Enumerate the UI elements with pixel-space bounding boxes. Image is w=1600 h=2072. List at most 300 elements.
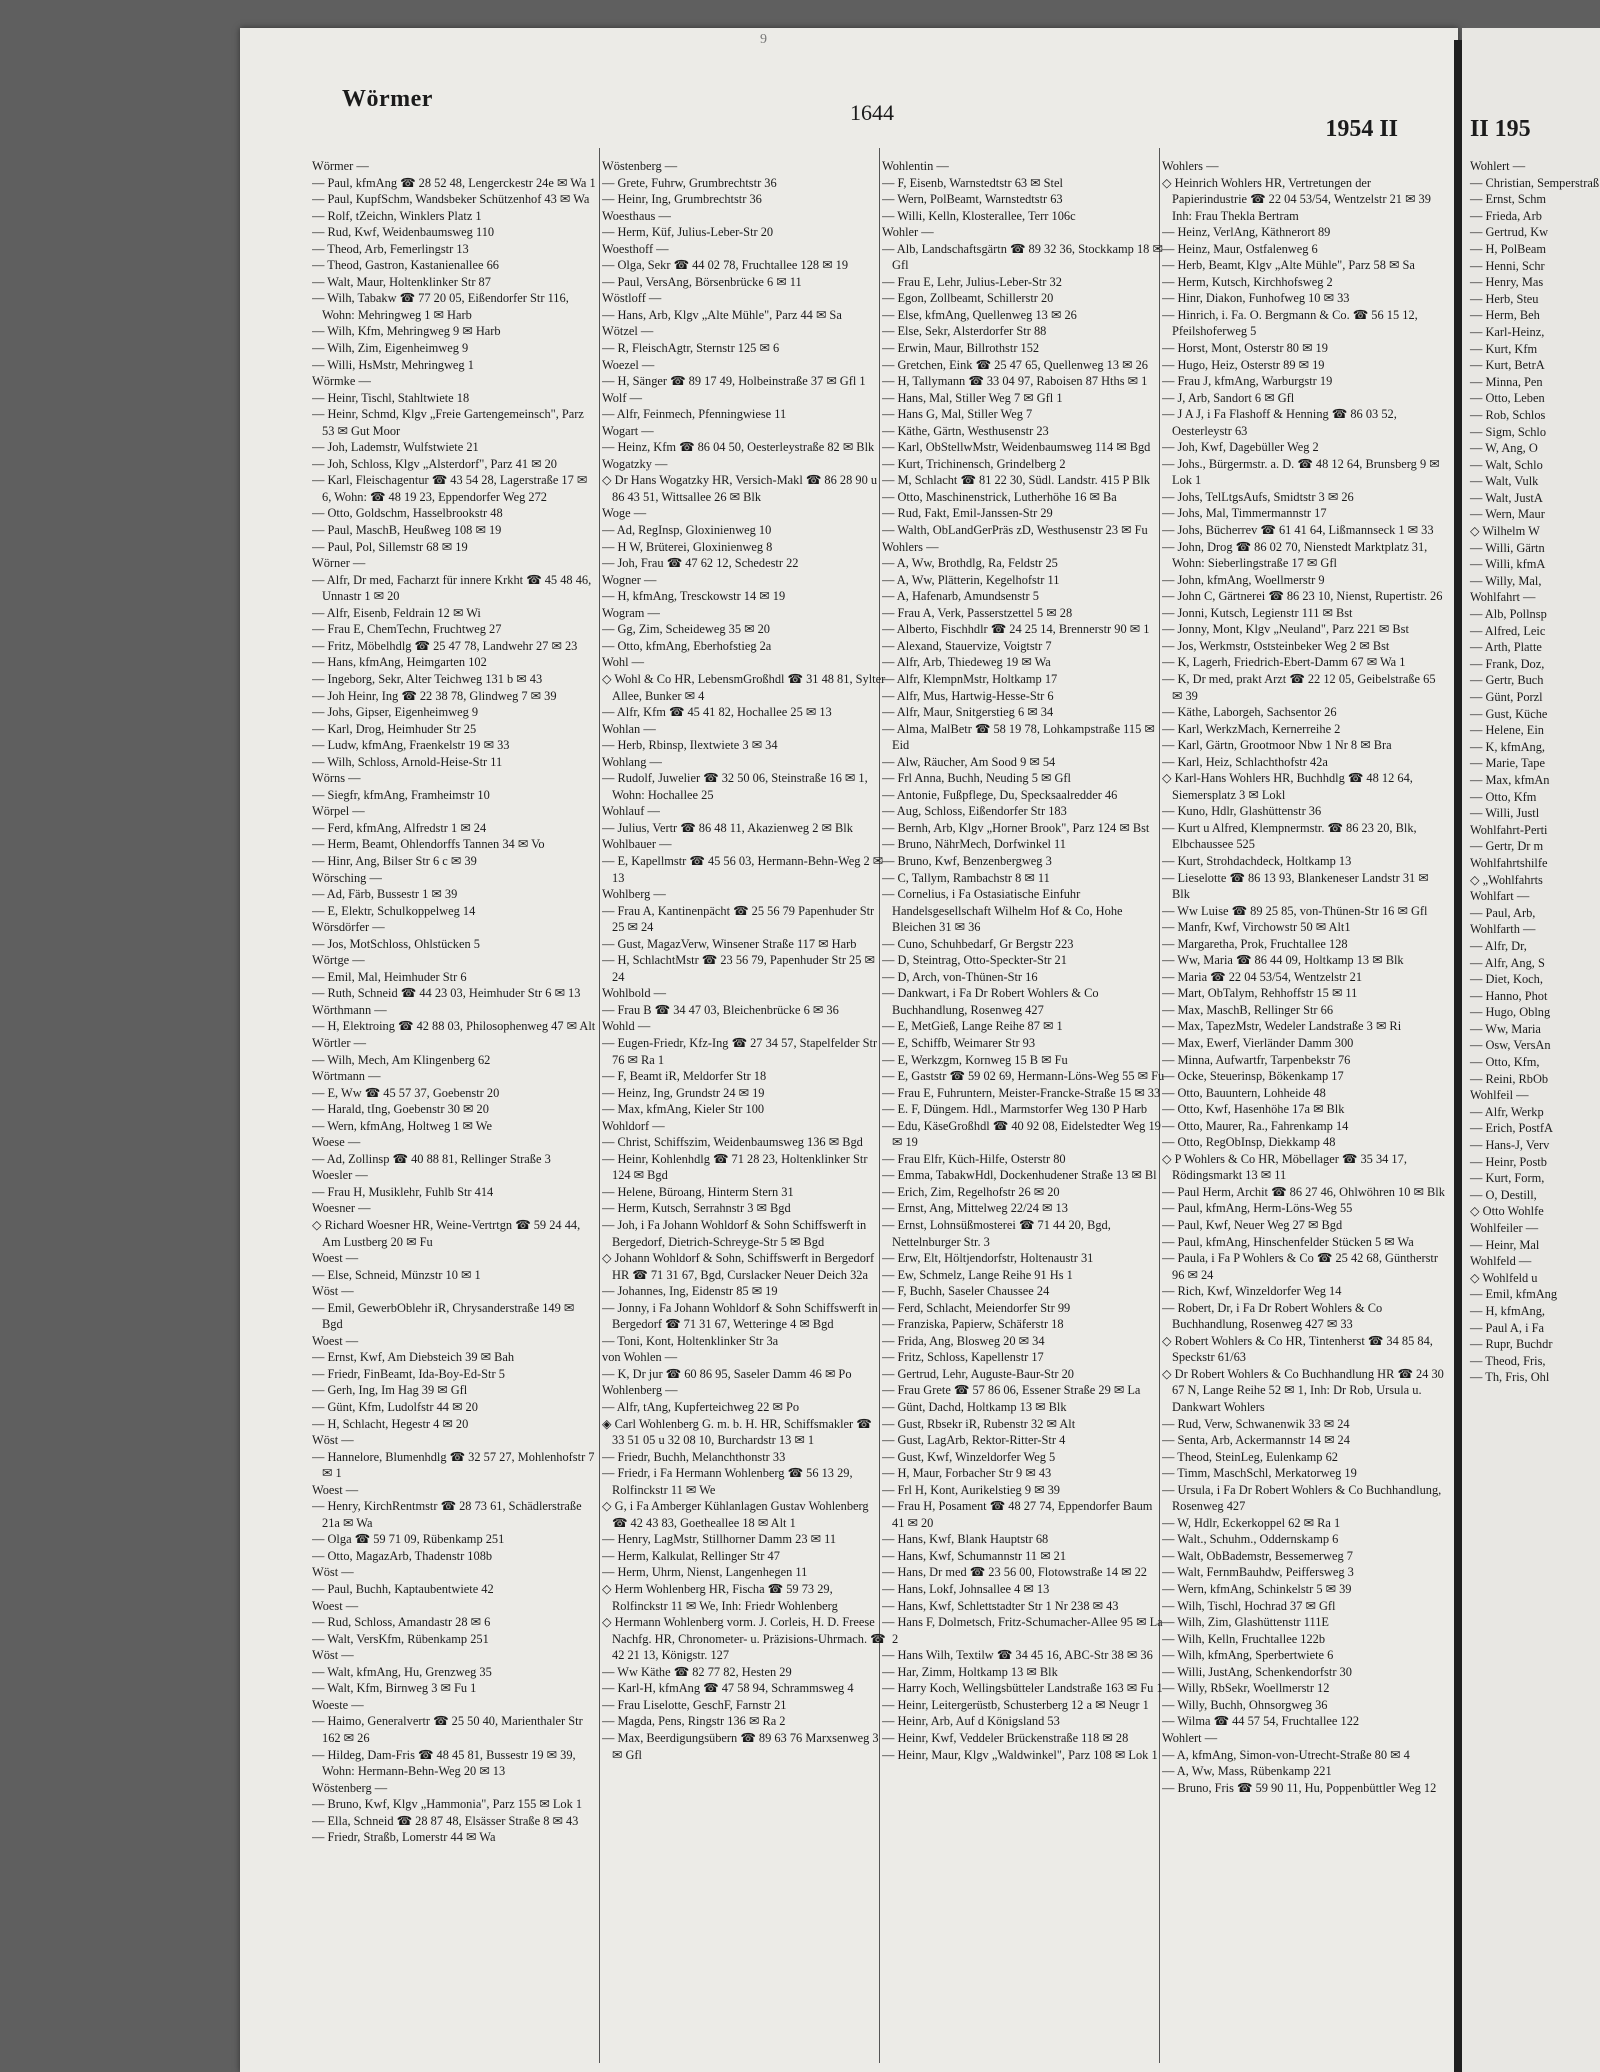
next-page-entry: — H, PolBeam [1470,241,1547,256]
directory-entry: — D, Arch, von-Thünen-Str 16 [882,969,1038,984]
directory-entry: — Rud, Kwf, Weidenbaumsweg 110 [312,225,495,240]
directory-entry: — Heinr, Kohlenhdlg ☎ 71 28 23, Holtenklinker Str 124 ✉ Bgd [602,1151,868,1183]
directory-entry: — Else, Schneid, Münzstr 10 ✉ 1 [312,1267,481,1282]
directory-entry: — Henry, LagMstr, Stillhorner Damm 23 ✉ 11 [602,1532,837,1547]
directory-entry: Woezel — [602,357,655,372]
page-header [240,28,1458,142]
next-page-entry: — Herb, Steu [1470,291,1539,306]
directory-entry: — Bruno, NährMech, Dorfwinkel 11 [882,837,1066,852]
directory-entry: — Wilh, Zim, Eigenheimweg 9 [312,341,469,356]
next-page-entry: — H, kfmAng, [1470,1303,1546,1318]
directory-entry: — Johs, Bücherrev ☎ 61 41 64, Lißmannseck 1 ✉ 33 [1162,523,1434,538]
directory-entry: — Walth, ObLandGerPräs zD, Westhusenstr 23 ✉ Fu [882,523,1148,538]
directory-entry: — Theod, SteinLeg, Eulenkamp 62 [1162,1449,1338,1464]
directory-entry: — Herm, Uhrm, Nienst, Langenhegen 11 [602,1565,808,1580]
directory-entry: — Alb, Landschaftsgärtn ☎ 89 32 36, Stockkamp 18 ✉ Gfl [882,241,1163,273]
directory-entry: — Paul, kfmAng, Hinschenfelder Stücken 5 ✉ Wa [1162,1234,1414,1249]
next-page-entry: ◇ Otto Wohlfe [1470,1204,1544,1219]
directory-entry: — Helene, Büroang, Hinterm Stern 31 [602,1184,794,1199]
directory-entry: ◇ P Wohlers & Co HR, Möbellager ☎ 35 34 17, Rödingsmarkt 13 ✉ 11 [1162,1151,1407,1183]
directory-entry: Wörthmann — [312,1002,387,1017]
directory-entry: — Joh, Schloss, Klgv „Alsterdorf", Parz 41 ✉ 20 [312,456,557,471]
directory-entry: — Gust, Rbsekr iR, Rubenstr 32 ✉ Alt [882,1416,1076,1431]
directory-entry: — Siegfr, kfmAng, Framheimstr 10 [312,787,490,802]
directory-entry: — Hinr, Ang, Bilser Str 6 c ✉ 39 [312,853,477,868]
directory-entry: Wörsching — [312,870,382,885]
directory-entry: — Frau E, Fuhruntern, Meister-Francke-Straße 15 ✉ 33 [882,1085,1161,1100]
directory-entry: — F, Buchh, Saseler Chaussee 24 [882,1284,1050,1299]
directory-entry: — K, Lagerh, Friedrich-Ebert-Damm 67 ✉ Wa 1 [1162,655,1406,670]
next-page-entry: — Walt, Schlo [1470,457,1543,472]
next-page-entry: — Paul A, i Fa [1470,1320,1545,1335]
directory-entry: — John C, Gärtnerei ☎ 86 23 10, Nienst, Rupertistr. 26 [1162,589,1443,604]
next-page-entry: — Paul, Arb, [1470,905,1536,920]
next-page-entry: — Willi, Justl [1470,806,1540,821]
directory-entry: — Paul, kfmAng ☎ 28 52 48, Lengerckestr 24e ✉ Wa 1 [312,175,596,190]
directory-entry: — E, MetGieß, Lange Reihe 87 ✉ 1 [882,1019,1063,1034]
directory-entry: — Karl, Drog, Heimhuder Str 25 [312,721,477,736]
directory-entry: — Wilh, Zim, Glashüttenstr 111E [1162,1615,1329,1630]
directory-entry: — E, Kapellmstr ☎ 45 56 03, Hermann-Behn-Weg 2 ✉ 13 [602,853,884,885]
directory-entry: Woest — [312,1251,359,1266]
directory-entry: — K, Dr jur ☎ 60 86 95, Saseler Damm 46 ✉ Po [602,1366,852,1381]
book-gutter [1454,40,1462,2072]
directory-entry: — Gertrud, Lehr, Auguste-Baur-Str 20 [882,1366,1074,1381]
directory-entry: — Paul, Buchh, Kaptaubentwiete 42 [312,1582,494,1597]
directory-entry: — Walt, FernmBauhdw, Peiffersweg 3 [1162,1565,1354,1580]
directory-entry: — Friedr, i Fa Hermann Wohlenberg ☎ 56 13 29, Rolfinckstr 11 ✉ We [602,1466,853,1497]
directory-entry: — Paul, Kwf, Neuer Weg 27 ✉ Bgd [1162,1218,1343,1232]
directory-entry: — Alma, MalBetr ☎ 58 19 78, Lohkampstraße 115 ✉ Eid [882,721,1155,753]
directory-entry: — Frau A, Kantinenpächt ☎ 25 56 79 Papenhuder Str 25 ✉ 24 [602,903,875,935]
directory-entry: — Walt, kfmAng, Hu, Grenzweg 35 [312,1664,492,1679]
directory-entry: — Wilh, Kfm, Mehringweg 9 ✉ Harb [312,324,501,339]
directory-entry: Woesthoff — [602,241,669,256]
directory-entry: — Hinr, Diakon, Funhofweg 10 ✉ 33 [1162,291,1350,306]
directory-entry: — Alfr, Feinmech, Pfenningwiese 11 [602,407,787,422]
directory-entry: — Rud, Verw, Schwanenwik 33 ✉ 24 [1162,1416,1350,1431]
directory-entry: — Heinz, Kfm ☎ 86 04 50, Oesterleystraße 82 ✉ Blk [602,440,875,455]
directory-entry: Wöstenberg — [312,1780,388,1795]
directory-entry: — Kuno, Hdlr, Glashüttenstr 36 [1162,804,1322,819]
directory-entry: — Willi, HsMstr, Mehringweg 1 [312,357,474,372]
directory-entry: — Herb, Beamt, Klgv „Alte Mühle", Parz 58 ✉ Sa [1162,258,1415,273]
directory-entry: — Hans, kfmAng, Heimgarten 102 [312,655,487,670]
directory-entry: Woeste — [312,1697,364,1712]
next-page-entry: — Gertr, Dr m [1470,839,1544,854]
directory-entry: — Walt, Maur, Holtenklinker Str 87 [312,274,491,289]
directory-entry: — Heinr, Maur, Klgv „Waldwinkel", Parz 108 ✉ Lok 1 [882,1747,1158,1762]
next-page-entry: — Frank, Doz, [1470,656,1545,671]
directory-entry: Wohlers — [1162,159,1219,173]
running-head-left: Wörmer [342,86,433,112]
next-page-entry: — Henni, Schr [1470,258,1545,273]
directory-entry: — Walt, Kfm, Birnweg 3 ✉ Fu 1 [312,1681,477,1696]
directory-entry: — Heinr, Ing, Grumbrechtstr 36 [602,192,762,207]
directory-entry: — Mart, ObTalym, Rehhoffstr 15 ✉ 11 [1162,986,1358,1001]
directory-entry: Wöstloff — [602,291,662,306]
directory-entry: — Lieselotte ☎ 86 13 93, Blankeneser Landstr 31 ✉ Blk [1162,870,1429,902]
directory-entry: Wohld — [602,1019,651,1034]
directory-entry: — Heinr, Arb, Auf d Königsland 53 [882,1714,1060,1729]
directory-entry: — Bruno, Fris ☎ 59 90 11, Hu, Poppenbüttler Weg 12 [1162,1780,1437,1795]
directory-entry: — Christ, Schiffszim, Weidenbaumsweg 136 ✉ Bgd [602,1135,863,1150]
directory-entry: — Jonni, Kutsch, Legienstr 111 ✉ Bst [1162,605,1353,620]
directory-entry: — Ernst, Ang, Mittelweg 22/24 ✉ 13 [882,1201,1068,1216]
directory-entry: — Egon, Zollbeamt, Schillerstr 20 [882,291,1054,306]
directory-entry: — Wilh, Schloss, Arnold-Heise-Str 11 [312,754,503,769]
directory-entry: — D, Steintrag, Otto-Speckter-Str 21 [882,953,1067,968]
next-page-entry: — Karl-Heinz, [1470,324,1545,339]
directory-entry: — F, Beamt iR, Meldorfer Str 18 [602,1069,767,1084]
next-page-entry: — Henry, Mas [1470,275,1544,290]
directory-entry: — Ww Luise ☎ 89 25 85, von-Thünen-Str 16 ✉ Gfl [1162,903,1428,918]
directory-entry: — Willi, JustAng, Schenkendorfstr 30 [1162,1664,1352,1679]
next-page-entry: — Heinr, Mal [1470,1237,1540,1252]
directory-entry: — Bernh, Arb, Klgv „Horner Brook", Parz 124 ✉ Bst [882,820,1150,835]
running-head-right: 1954 II [1325,116,1398,142]
next-page-entry: — Willi, kfmA [1470,557,1546,572]
directory-entry: — A, Ww, Plätterin, Kegelhofstr 11 [882,572,1060,587]
directory-entry: — Johs, Mal, Timmermannstr 17 [1162,506,1327,521]
directory-entry: — Frl H, Kont, Aurikelstieg 9 ✉ 39 [882,1482,1060,1497]
directory-entry: — Hinrich, i. Fa. O. Bergmann & Co. ☎ 56 15 12, Pfeilshoferweg 5 [1162,307,1418,339]
directory-entry: — Rud, Schloss, Amandastr 28 ✉ 6 [312,1615,491,1630]
directory-entry: — Henry, KirchRentmstr ☎ 28 73 61, Schädlerstraße 21a ✉ Wa [312,1499,582,1530]
directory-entry: — Heinz, VerlAng, Käthnerort 89 [1162,225,1331,240]
next-page-entry: — Arth, Platte [1470,640,1542,655]
directory-entry: Wörtge — [312,953,365,968]
directory-entry: — Frau H, Posament ☎ 48 27 74, Eppendorfer Baum 41 ✉ 20 [882,1499,1153,1530]
directory-entry: Wöst — [312,1284,354,1299]
directory-entry: — E, Elektr, Schulkoppelweg 14 [312,903,476,918]
directory-page [240,28,1458,2072]
directory-entry: — Alberto, Fischhdlr ☎ 24 25 14, Brennerstr 90 ✉ 1 [882,622,1150,637]
directory-entry: — Paul, VersAng, Börsenbrücke 6 ✉ 11 [602,274,802,289]
directory-entry: Wörpel — [312,804,365,819]
directory-entry: — Kurt, Strohdachdeck, Holtkamp 13 [1162,853,1352,868]
directory-entry: — H, Tallymann ☎ 33 04 97, Raboisen 87 Hths ✉ 1 [882,374,1148,389]
directory-entry: — A, Hafenarb, Amundsenstr 5 [882,589,1039,604]
directory-entry: — Willi, Kelln, Klosterallee, Terr 106c [882,208,1076,223]
directory-entry: — Herm, Kutsch, Kirchhofsweg 2 [1162,274,1333,289]
column-1 [312,158,596,2063]
directory-entry: — Hans, Lokf, Johnsallee 4 ✉ 13 [882,1582,1050,1597]
directory-entry: — Max, Beerdigungsübern ☎ 89 63 76 Marxsenweg 3 ✉ Gfl [602,1730,879,1762]
directory-entry: — Grete, Fuhrw, Grumbrechtstr 36 [602,175,777,190]
directory-entry: — Joh, Lademstr, Wulfstwiete 21 [312,440,479,455]
directory-entry: — Cuno, Schuhbedarf, Gr Bergstr 223 [882,936,1074,951]
directory-entry: — Otto, Goldschm, Hasselbrookstr 48 [312,506,503,521]
directory-entry: — Hans, Dr med ☎ 23 56 00, Flotowstraße 14 ✉ 22 [882,1565,1148,1580]
directory-entry: — Walt., Schuhm., Oddernskamp 6 [1162,1532,1339,1547]
directory-entry: — Ernst, Lohnsüßmosterei ☎ 71 44 20, Bgd, Nettelnburger Str. 3 [882,1218,1111,1249]
next-page-entry: — Kurt, Kfm [1470,341,1538,356]
directory-entry: — Günt, Kfm, Ludolfstr 44 ✉ 20 [312,1400,478,1415]
directory-entry: — Wilh, Tabakw ☎ 77 20 05, Eißendorfer Str 116, Wohn: Mehringweg 1 ✉ Harb [312,291,569,322]
next-page-entry: — Ernst, Schm [1470,192,1547,207]
next-page-entry: Wohlfeld — [1470,1254,1532,1269]
directory-entry: — Jonny, Mont, Klgv „Neuland", Parz 221 ✉ Bst [1162,622,1409,637]
directory-entry: Wörns — [312,771,361,786]
directory-entry: — Kurt u Alfred, Klempnermstr. ☎ 86 23 20, Blk, Elbchaussee 525 [1162,820,1417,852]
column-2 [602,158,886,2063]
directory-entry: ◇ Dr Hans Wogatzky HR, Versich-Makl ☎ 86 28 90 u 86 43 51, Wittsallee 26 ✉ Blk [602,473,878,504]
next-page-entry: — Hanno, Phot [1470,988,1548,1003]
directory-entry: — Joh, Kwf, Dagebüller Weg 2 [1162,440,1319,455]
directory-entry: — Paula, i Fa P Wohlers & Co ☎ 25 42 68, Güntherstr 96 ✉ 24 [1162,1251,1439,1282]
directory-entry: — Erwin, Maur, Billrothstr 152 [882,341,1040,356]
directory-entry: Wohlang — [602,754,662,769]
directory-entry: — H W, Brüterei, Gloxinienweg 8 [602,539,773,554]
next-page-entry: — Heinr, Postb [1470,1154,1547,1169]
next-page-entry: — Erich, PostfA [1470,1121,1553,1136]
directory-entry: — Karl, Gärtn, Grootmoor Nbw 1 Nr 8 ✉ Bra [1162,738,1392,753]
directory-entry: ◇ Dr Robert Wohlers & Co Buchhandlung HR ☎ 24 30 67 N, Lange Reihe 52 ✉ 1, Inh: Dr Rob, Ursula u. Dankwart Wohlers [1162,1366,1444,1415]
directory-entry: ◇ Karl-Hans Wohlers HR, Buchhdlg ☎ 48 12 64, Siemersplatz 3 ✉ Lokl [1162,771,1413,802]
directory-entry: Wogram — [602,605,660,620]
directory-entry: — Ew, Schmelz, Lange Reihe 91 Hs 1 [882,1267,1073,1282]
next-page-entry: — Herm, Beh [1470,308,1540,323]
directory-entry: Wogner — [602,572,657,587]
next-page-entry: Wohlfahrt-Perti [1470,822,1548,837]
next-page-entry: Wohlfahrt — [1470,590,1536,605]
directory-entry: — Heinr, Tischl, Stahltwiete 18 [312,390,470,405]
next-page-entry: — Kurt, Form, [1470,1171,1545,1186]
next-page-entry: — Hugo, Oblng [1470,1005,1551,1020]
top-mark: 9 [760,32,767,47]
directory-entry: Woge — [602,506,647,521]
directory-entry: Wöst — [312,1648,354,1663]
next-page-entry: — Minna, Pen [1470,374,1543,389]
directory-entry: — Joh, i Fa Johann Wohldorf & Sohn Schiffswerft in Bergedorf, Dietrich-Schreyge-Str 5 ✉ Bgd [602,1218,867,1249]
directory-entry: — Theod, Arb, Femerlingstr 13 [312,241,469,256]
directory-entry: — Käthe, Gärtn, Westhusenstr 23 [882,423,1049,438]
directory-entry: — Hans G, Mal, Stiller Weg 7 [882,407,1033,422]
directory-entry: — Ww Käthe ☎ 82 77 82, Hesten 29 [602,1664,792,1679]
directory-entry: — Toni, Kont, Holtenklinker Str 3a [602,1333,779,1348]
next-page-entry: Wohlfart — [1470,889,1530,904]
directory-entry: — Rud, Fakt, Emil-Janssen-Str 29 [882,506,1053,521]
directory-entry: — Olga, Sekr ☎ 44 02 78, Fruchtallee 128 ✉ 19 [602,258,849,273]
directory-entry: ◈ Carl Wohlenberg G. m. b. H. HR, Schiffsmakler ☎ 33 51 05 u 32 08 10, Burchardstr 13 ✉ 1 [602,1416,872,1448]
directory-entry: — Herb, Rbinsp, Ilextwiete 3 ✉ 34 [602,738,778,753]
directory-entry: ◇ Wohl & Co HR, LebensmGroßhdl ☎ 31 48 81, Sylter Allee, Bunker ✉ 4 [602,671,886,703]
directory-entry: — Emil, Mal, Heimhuder Str 6 [312,969,467,984]
next-page-header: II 195 [1470,116,1531,142]
directory-entry: — Margaretha, Prok, Fruchtallee 128 [1162,936,1348,951]
directory-entry: — Karl, WerkzMach, Kernerreihe 2 [1162,721,1341,736]
page-number: 1644 [850,100,894,125]
directory-entry: — Otto, kfmAng, Eberhofstieg 2a [602,638,772,653]
directory-entry: — Ocke, Steuerinsp, Bökenkamp 17 [1162,1069,1344,1084]
directory-entry: — E. F, Düngem. Hdl., Marmstorfer Weg 130 P Harb [882,1102,1148,1117]
directory-entry: — Johs., Bürgermstr. a. D. ☎ 48 12 64, Brunsberg 9 ✉ Lok 1 [1162,456,1440,488]
directory-entry: — Senta, Arb, Ackermannstr 14 ✉ 24 [1162,1433,1350,1448]
directory-entry: — Fritz, Möbelhdlg ☎ 25 47 78, Landwehr 27 ✉ 23 [312,638,578,653]
directory-entry: — Dankwart, i Fa Dr Robert Wohlers & Co Buchhandlung, Rosenweg 427 [882,986,1099,1017]
directory-entry: — Wern, PolBeamt, Warnstedtstr 63 [882,192,1063,207]
directory-entry: — Wilh, Mech, Am Klingenberg 62 [312,1052,491,1067]
directory-entry: — Käthe, Laborgeh, Sachsentor 26 [1162,705,1337,720]
next-page-entry: — Willy, Mal, [1470,573,1542,588]
directory-entry: — E, Ww ☎ 45 57 37, Goebenstr 20 [312,1085,500,1100]
directory-entry: — Jonny, i Fa Johann Wohldorf & Sohn Schiffswerft in Bergedorf ☎ 71 31 67, Wetteringe 4 ✉ Bgd [602,1300,878,1332]
directory-entry: — Herm, Kutsch, Serrahnstr 3 ✉ Bgd [602,1201,791,1216]
directory-entry: — Alfr, KlempnMstr, Holtkamp 17 [882,671,1058,686]
directory-entry: von Wohlen — [602,1350,678,1365]
directory-entry: Wohlbauer — [602,837,672,852]
directory-entry: — Johannes, Ing, Eidenstr 85 ✉ 19 [602,1284,778,1299]
next-page-entry: — Alfr, Werkp [1470,1104,1544,1119]
directory-entry: — Gretchen, Eink ☎ 25 47 65, Quellenweg 13 ✉ 26 [882,357,1149,372]
next-page-entry: — Th, Fris, Ohl [1470,1370,1550,1385]
next-page-entry: — Alfr, Dr, [1470,938,1527,953]
directory-entry: — E, Werkzgm, Kornweg 15 B ✉ Fu [882,1052,1068,1067]
directory-entry: — Heinz, Ing, Grundstr 24 ✉ 19 [602,1085,765,1100]
directory-entry: Wohlert — [1162,1730,1218,1745]
directory-entry: Wohlberg — [602,887,666,902]
directory-entry: — Joh, Frau ☎ 47 62 12, Schedestr 22 [602,556,799,571]
next-page-entry: ◇ „Wohlfahrts [1470,872,1543,887]
directory-entry: — Hannelore, Blumenhdlg ☎ 32 57 27, Mohlenhofstr 7 ✉ 1 [312,1449,595,1481]
directory-entry: — H, Maur, Forbacher Str 9 ✉ 43 [882,1466,1052,1481]
directory-entry: — Max, Ewerf, Vierländer Damm 300 [1162,1035,1354,1050]
directory-entry: — Otto, MagazArb, Thadenstr 108b [312,1548,493,1563]
directory-entry: ◇ Hermann Wohlenberg vorm. J. Corleis, H. D. Freese Nachfg. HR, Chronometer- u. Präzisions-Uhrmach. ☎ 42 21 13, Königstr. 127 [602,1615,886,1663]
directory-entry: — Gust, LagArb, Rektor-Ritter-Str 4 [882,1433,1066,1448]
next-page-entry: — Theod, Fris, [1470,1353,1546,1368]
directory-entry: — Ad, RegInsp, Gloxinienweg 10 [602,523,772,538]
directory-entry: — Johs, TelLtgsAufs, Smidtstr 3 ✉ 26 [1162,489,1354,504]
directory-entry: — E, Schiffb, Weimarer Str 93 [882,1035,1036,1050]
directory-entry: — Otto, Maurer, Ra., Fahrenkamp 14 [1162,1118,1349,1133]
directory-entry: — Rudolf, Juwelier ☎ 32 50 06, Steinstraße 16 ✉ 1, Wohn: Hochallee 25 [602,771,868,802]
directory-entry: — Willy, Buchh, Ohnsorgweg 36 [1162,1697,1328,1712]
column-rule [599,148,600,2063]
directory-entry: Wörsdörfer — [312,920,385,935]
directory-entry: — Heinr, Schmd, Klgv „Freie Gartengemeinsch", Parz 53 ✉ Gut Moor [312,407,584,438]
directory-entry: — Franziska, Papierw, Schäferstr 18 [882,1317,1064,1332]
directory-entry: — Ruth, Schneid ☎ 44 23 03, Heimhuder Str 6 ✉ 13 [312,986,581,1001]
directory-entry: — Wern, kfmAng, Holtweg 1 ✉ We [312,1118,492,1133]
directory-entry: — Heinr, Leitergerüstb, Schusterberg 12 a ✉ Neugr 1 [882,1697,1149,1712]
directory-entry: Woest — [312,1482,359,1497]
directory-entry: — Herm, Kalkulat, Rellinger Str 47 [602,1548,780,1563]
directory-entry: — Ingeborg, Sekr, Alter Teichweg 131 b ✉ 43 [312,671,543,686]
directory-entry: — H, Elektroing ☎ 42 88 03, Philosophenweg 47 ✉ Alt [312,1019,596,1034]
next-page-entry: — Gust, Küche [1470,706,1548,721]
directory-entry: — Ludw, kfmAng, Fraenkelstr 19 ✉ 33 [312,738,510,753]
directory-entry: — Bruno, Kwf, Benzenbergweg 3 [882,853,1052,868]
directory-entry: — Otto, RegObInsp, Diekkamp 48 [1162,1135,1336,1150]
next-page-entry: — Gertrud, Kw [1470,225,1549,240]
directory-entry: — Frau H, Musiklehr, Fuhlb Str 414 [312,1184,494,1199]
directory-entry: — Hans, Arb, Klgv „Alte Mühle", Parz 44 ✉ Sa [602,307,842,322]
directory-entry: — Wilma ☎ 44 57 54, Fruchtallee 122 [1162,1714,1360,1729]
directory-entry: Wolf — [602,390,642,405]
next-page-entry: — Günt, Porzl [1470,690,1543,704]
directory-entry: — Heinr, Kwf, Veddeler Brückenstraße 118 ✉ 28 [882,1730,1129,1745]
directory-entry: Wohlers — [882,539,939,554]
next-page-entry: ◇ Wilhelm W [1470,524,1540,539]
directory-entry: Wörtler — [312,1035,367,1050]
next-page-entry: — Diet, Koch, [1470,972,1543,987]
directory-entry: — R, FleischAgtr, Sternstr 125 ✉ 6 [602,341,780,356]
directory-entry: — Alfr, tAng, Kupferteichweg 22 ✉ Po [602,1400,800,1415]
directory-entry: — Hans, Kwf, Schumannstr 11 ✉ 21 [882,1548,1067,1563]
directory-entry: — Edu, KäseGroßhdl ☎ 40 92 08, Eidelstedter Weg 19 ✉ 19 [882,1118,1161,1150]
directory-entry: — Hans Wilh, Textilw ☎ 34 45 16, ABC-Str 38 ✉ 36 [882,1648,1153,1663]
directory-entry: — Walt, ObBademstr, Bessemerweg 7 [1162,1548,1353,1563]
directory-entry: — Else, kfmAng, Quellenweg 13 ✉ 26 [882,307,1077,322]
directory-entry: — Hildeg, Dam-Fris ☎ 48 45 81, Bussestr 19 ✉ 39, Wohn: Hermann-Behn-Weg 20 ✉ 13 [312,1747,576,1779]
directory-entry: Wötzel — [602,324,654,339]
directory-entry: — Gust, Kwf, Winzeldorfer Weg 5 [882,1449,1056,1464]
directory-entry: — Wilh, Kelln, Fruchtallee 122b [1162,1631,1326,1646]
directory-entry: Wohler — [882,225,934,240]
directory-entry: — Paul, Pol, Sillemstr 68 ✉ 19 [312,539,468,554]
directory-entry: — Willy, RbSekr, Woellmerstr 12 [1162,1681,1330,1696]
directory-entry: — Manfr, Kwf, Virchowstr 50 ✉ Alt1 [1162,920,1351,935]
directory-entry: — Erw, Elt, Höltjendorfstr, Holtenaustr 31 [882,1251,1094,1266]
directory-entry: — Haimo, Generalvertr ☎ 25 50 40, Marienthaler Str 162 ✉ 26 [312,1714,583,1745]
next-page-entry: Wohlfeil — [1470,1088,1529,1103]
directory-entry: Wohlenberg — [602,1383,678,1398]
directory-entry: Woese — [312,1135,361,1150]
directory-entry: — Ad, Färb, Bussestr 1 ✉ 39 [312,887,458,902]
directory-entry: — Herm, Küf, Julius-Leber-Str 20 [602,225,774,240]
directory-entry: — Paul, KupfSchm, Wandsbeker Schützenhof 43 ✉ Wa [312,192,590,207]
next-page-entry: — Osw, VersAn [1470,1038,1551,1053]
directory-entry: — Alfr, Eisenb, Feldrain 12 ✉ Wi [312,605,481,620]
directory-entry: — Jos, Werkmstr, Oststeinbeker Weg 2 ✉ Bst [1162,638,1390,653]
directory-entry: — Har, Zimm, Holtkamp 13 ✉ Blk [882,1664,1058,1679]
directory-entry: — Robert, Dr, i Fa Dr Robert Wohlers & Co Buchhandlung, Rosenweg 427 ✉ 33 [1162,1300,1383,1332]
directory-entry: — Rich, Kwf, Winzeldorfer Weg 14 [1162,1284,1342,1299]
directory-entry: — Hans F, Dolmetsch, Fritz-Schumacher-Allee 95 ✉ La 2 [882,1615,1163,1646]
directory-entry: — H, SchlachtMstr ☎ 23 56 79, Papenhuder Str 25 ✉ 24 [602,953,875,984]
directory-entry: — Gg, Zim, Scheideweg 35 ✉ 20 [602,622,770,637]
directory-entry: Woest — [312,1598,359,1613]
next-page-entry: — Alb, Pollnsp [1470,607,1547,622]
next-page-entry: — Otto, Leben [1470,391,1545,406]
directory-entry: — J A J, i Fa Flashoff & Henning ☎ 86 03 52, Oesterleystr 63 [1162,407,1397,438]
directory-entry: — Ad, Zollinsp ☎ 40 88 81, Rellinger Straße 3 [312,1151,551,1166]
next-page-entry: — Hans-J, Verv [1470,1138,1550,1153]
directory-entry: — Erich, Zim, Regelhofstr 26 ✉ 20 [882,1184,1060,1199]
directory-entry: — Ella, Schneid ☎ 28 87 48, Elsässer Straße 8 ✉ 43 [312,1813,579,1828]
column-3 [882,158,1166,2063]
directory-entry: — Wilh, kfmAng, Sperbertwiete 6 [1162,1648,1334,1663]
directory-entry: — Wern, kfmAng, Schinkelstr 5 ✉ 39 [1162,1582,1352,1597]
directory-entry: — A, Ww, Mass, Rübenkamp 221 [1162,1764,1332,1779]
next-page-entry: — W, Ang, O [1470,441,1538,456]
next-page-edge [1462,28,1600,2072]
directory-entry: — Otto, Kwf, Hasenhöhe 17a ✉ Blk [1162,1102,1345,1117]
directory-entry: — Alw, Räucher, Am Sood 9 ✉ 54 [882,754,1056,769]
directory-entry: — Frau J, kfmAng, Warburgstr 19 [1162,374,1333,389]
next-page-entry: — Otto, Kfm, [1470,1055,1540,1070]
directory-entry: — W, Hdlr, Eckerkoppel 62 ✉ Ra 1 [1162,1515,1341,1530]
directory-entry: — Paul, MaschB, Heußweg 108 ✉ 19 [312,523,502,538]
directory-entry: — Ferd, kfmAng, Alfredstr 1 ✉ 24 [312,820,487,835]
next-page-entry: — Emil, kfmAng [1470,1287,1558,1302]
next-page-entry: — Max, kfmAn [1470,772,1550,787]
next-page-entry: — Ww, Maria [1470,1021,1541,1036]
directory-entry: — Rolf, tZeichn, Winklers Platz 1 [312,208,482,223]
next-page-entry: — Alfred, Leic [1470,623,1546,638]
